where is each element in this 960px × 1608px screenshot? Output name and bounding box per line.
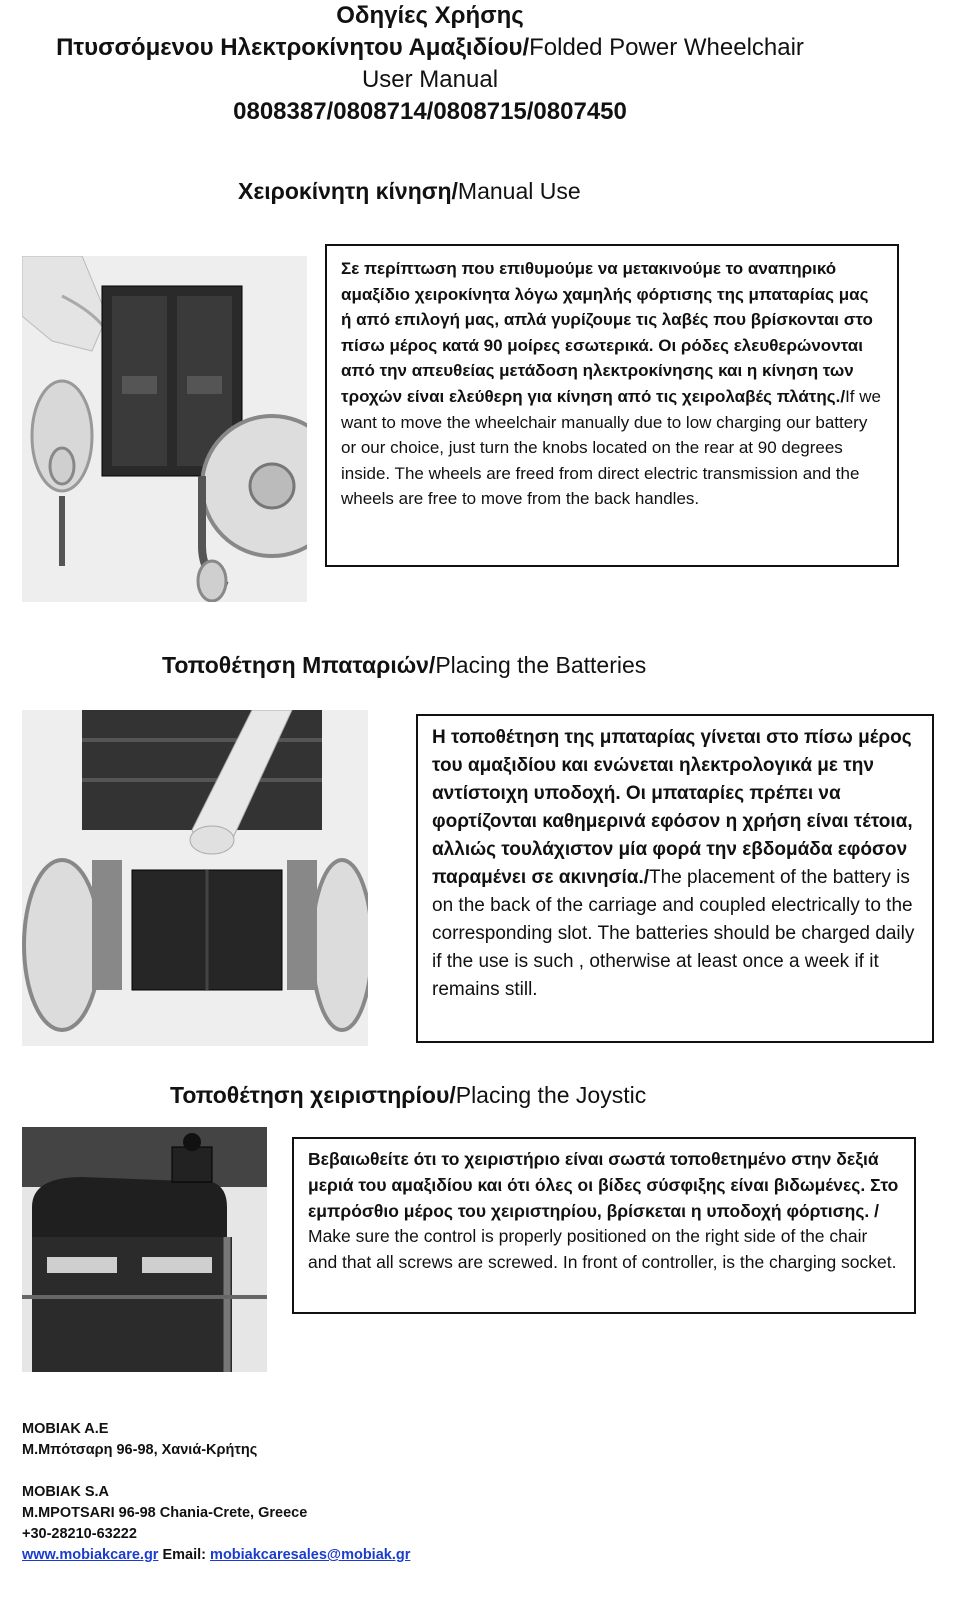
joystick-text-greek: Βεβαιωθείτε ότι το χειριστήριο είναι σωστά τοποθετημένο στην δεξιά μεριά του αμαξιδίου και ότι όλες οι βίδες σύσφιξης είναι βιδωμένες. Στο εμπρόσθιο μέρος του χειριστηρίου, βρίσκεται η υποδοχή φόρτισης. /	[308, 1149, 899, 1221]
manual-use-textbox	[325, 244, 899, 567]
wheelchair-rear-icon	[22, 256, 307, 602]
batteries-textbox	[416, 714, 934, 1043]
heading-greek: Τοποθέτηση χειριστηρίου/	[170, 1082, 456, 1108]
heading-english: Placing the Batteries	[435, 652, 647, 678]
footer-company-english: MOBIAK S.A	[22, 1484, 109, 1500]
joystick-textbox	[292, 1137, 916, 1314]
wheelchair-joystick-photo	[22, 1127, 267, 1372]
footer-address-greek: Μ.Μπότσαρη 96-98, Χανιά-Κρήτης	[22, 1442, 258, 1458]
heading-english: Manual Use	[457, 178, 581, 204]
footer-contact	[22, 1419, 410, 1566]
heading-english: Placing the Joystic	[455, 1082, 647, 1108]
heading-greek: Τοποθέτηση Μπαταριών/	[162, 652, 436, 678]
footer-phone: +30-28210-63222	[22, 1526, 137, 1542]
footer-email-link[interactable]: mobiakcaresales@mobiak.gr	[210, 1547, 411, 1563]
batteries-text-english: The placement of the battery is on the back of the carriage and coupled electrically to the corresponding slot. The batteries should be charged daily if the use is such , otherwise at least once a week if it remains still.	[432, 867, 915, 1000]
footer-email-label: Email:	[158, 1547, 211, 1563]
wheelchair-battery-photo	[22, 710, 368, 1046]
section-heading-batteries	[162, 652, 646, 679]
wheelchair-joystick-icon	[22, 1127, 267, 1372]
document-title	[0, 0, 860, 128]
footer-company-greek: MOBIAK A.E	[22, 1421, 109, 1437]
title-line-4-codes: 0808387/0808714/0808715/0807450	[233, 98, 627, 125]
heading-greek: Χειροκίνητη κίνηση/	[238, 178, 458, 204]
title-line-2	[0, 32, 860, 64]
section-heading-manual-use	[238, 178, 581, 205]
manual-use-text-greek: Σε περίπτωση που επιθυμούμε να μετακινούμε το αναπηρικό αμαξίδιο χειροκίνητα λόγω χαμηλής φόρτισης της μπαταρίας μας ή από επιλογή μας, απλά γυρίζουμε τις λαβές που βρίσκονται στο πίσω μέρος κατά 90 μοίρες εσωτερικά. Οι ρόδες ελευθερώνονται από την απευθείας μετάδοση ηλεκτροκίνησης και η κίνηση των τροχών είναι ελεύθερη για κίνηση από τις χειρολαβές πλάτης./	[341, 259, 873, 406]
wheelchair-rear-photo	[22, 256, 307, 602]
batteries-text-greek: Η τοποθέτηση της μπαταρίας γίνεται στο πίσω μέρος του αμαξιδίου και ενώνεται ηλεκτρολογικά με την αντίστοιχη υποδοχή. Οι μπαταρίες πρέπει να φορτίζονται καθημερινά εφόσον η χρήση είναι τέτοια, αλλιώς τουλάχιστον μία φορά την εβδομάδα εφόσον παραμένει σε ακινησία./	[432, 727, 913, 888]
title-line-2-english: Folded Power Wheelchair	[529, 34, 804, 61]
footer-website-link[interactable]: www.mobiakcare.gr	[22, 1547, 159, 1563]
manual-use-text-english: If we want to move the wheelchair manually due to low charging our battery or our choice, just turn the knobs located on the rear at 90 degrees inside. The wheels are freed from direct electric transmission and the wheels are free to move from the back handles.	[341, 386, 881, 509]
title-line-2-greek: Πτυσσόμενου Ηλεκτροκίνητου Αμαξιδίου/	[56, 34, 530, 61]
title-line-3: User Manual	[361, 66, 499, 93]
section-heading-joystick	[170, 1082, 646, 1109]
joystick-text-english: Make sure the control is properly positioned on the right side of the chair and that all screws are screwed. In front of controller, is the charging socket.	[308, 1226, 897, 1273]
footer-address-english: M.MPOTSARI 96-98 Chania-Crete, Greece	[22, 1505, 308, 1521]
title-line-1: Οδηγίες Χρήσης	[336, 2, 524, 29]
wheelchair-battery-icon	[22, 710, 368, 1046]
